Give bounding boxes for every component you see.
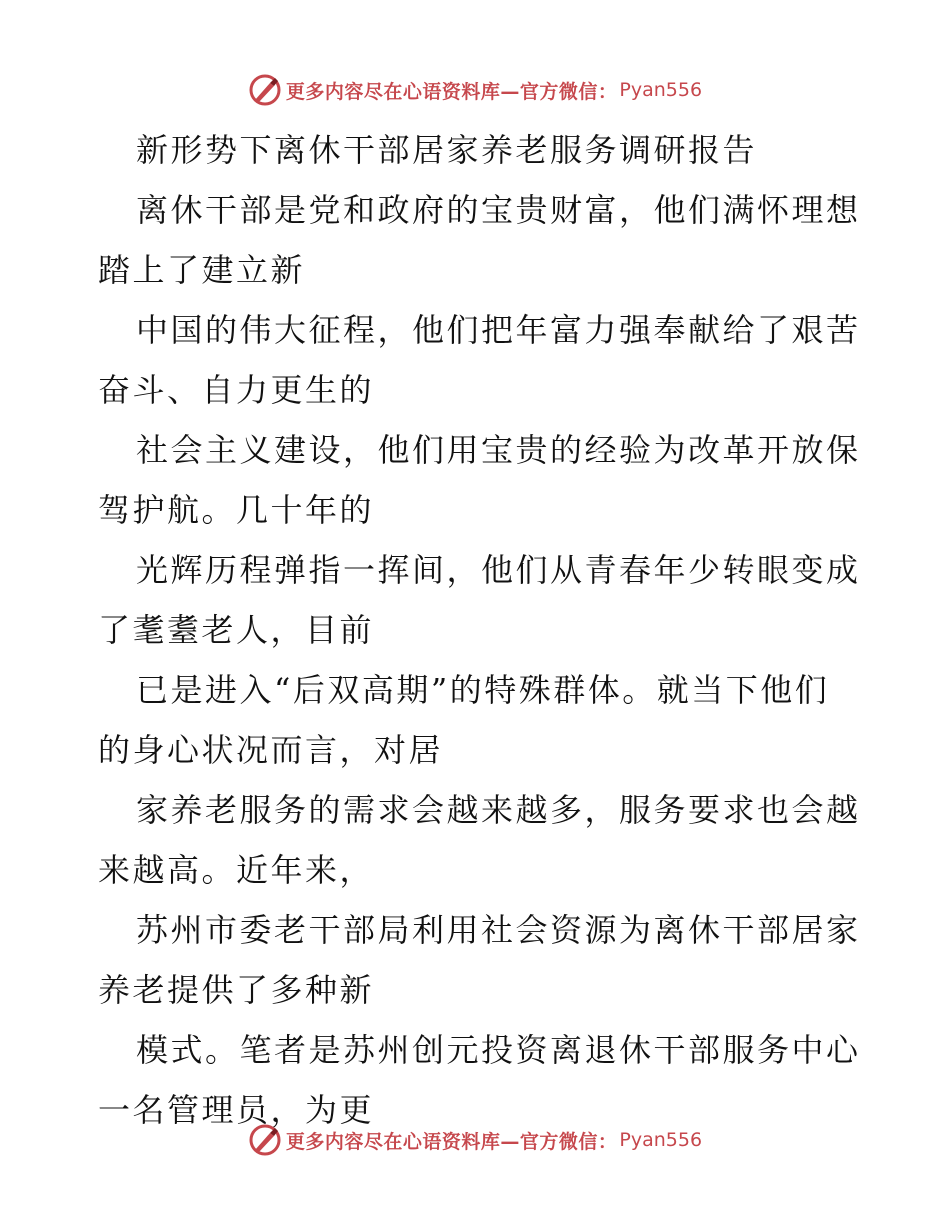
paragraph-line: 中国的伟大征程，他们把年富力强奉献给了艰苦: [136, 311, 861, 349]
banner-text: 更多内容尽在心语资料库—官方微信：: [285, 80, 618, 103]
footer-banner: [0, 1120, 950, 1160]
paragraph-line: 已是进入“后双高期”的特殊群体。就当下他们: [136, 671, 830, 709]
paragraph-line: 驾护航。几十年的: [98, 491, 375, 529]
paragraph-line: 养老提供了多种新: [98, 971, 375, 1009]
paragraph-line: 离休干部是党和政府的宝贵财富，他们满怀理想: [136, 191, 861, 229]
pen-logo-icon: [248, 1123, 282, 1157]
paragraph-line: 社会主义建设，他们用宝贵的经验为改革开放保: [136, 431, 861, 469]
paragraph-line: 奋斗、自力更生的: [98, 371, 375, 409]
paragraph-line: 的身心状况而言，对居: [98, 731, 444, 769]
pen-logo-icon: [248, 73, 282, 107]
document-body: [98, 120, 861, 1140]
banner-text: 更多内容尽在心语资料库—官方微信：: [285, 1130, 618, 1153]
paragraph-line: 苏州市委老干部局利用社会资源为离休干部居家: [136, 911, 861, 949]
paragraph-line: 家养老服务的需求会越来越多，服务要求也会越: [136, 791, 861, 829]
paragraph-line: 来越高。近年来，: [98, 851, 375, 889]
banner-wechat-id: Pyan556: [619, 1129, 703, 1151]
paragraph-line: 模式。笔者是苏州创元投资离退休干部服务中心: [136, 1031, 861, 1069]
document-title: 新形势下离休干部居家养老服务调研报告: [136, 131, 758, 169]
paragraph-line: 光辉历程弹指一挥间，他们从青春年少转眼变成: [136, 551, 861, 589]
paragraph-line: 了耄耋老人，目前: [98, 611, 375, 649]
paragraph-line: 一名管理员，为更: [98, 1091, 375, 1129]
header-banner: [0, 70, 950, 110]
paragraph-line: 踏上了建立新: [98, 251, 306, 289]
banner-wechat-id: Pyan556: [619, 79, 703, 101]
